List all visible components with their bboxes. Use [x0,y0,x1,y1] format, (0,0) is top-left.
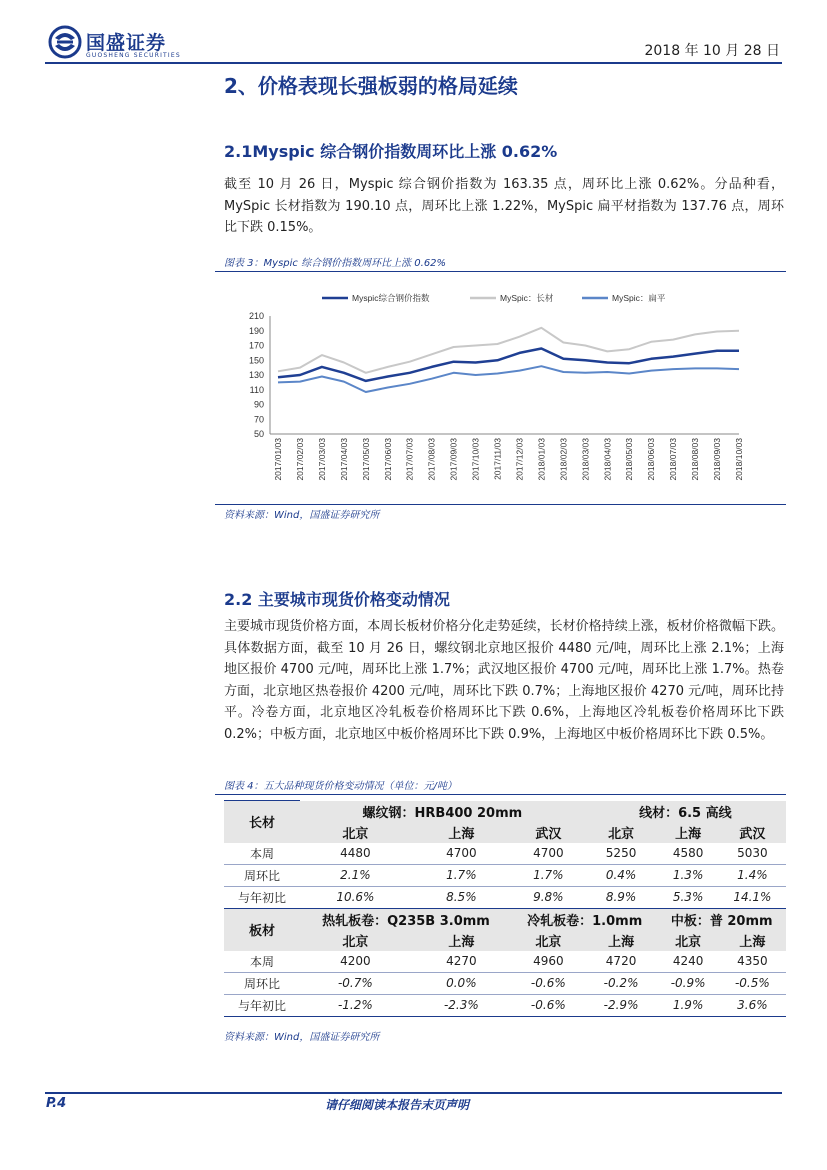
table-row [224,994,786,1016]
table-cell: -0.6% [512,994,585,1016]
brand-subtitle: GUOSHENG SECURITIES [86,52,181,59]
city-header: 北京 [342,826,369,842]
spot-price-table [224,800,786,1017]
y-tick-label: 130 [248,370,264,380]
x-tick-label: 2017/04/03 [338,438,349,481]
table-cell: 14.1% [719,886,786,908]
y-tick-label: 190 [248,325,264,336]
table-cell: 4480 [300,843,411,865]
group-header: 冷轧板卷：1.0mm [527,913,643,929]
y-tick-label: 150 [248,355,264,366]
table-cell: 1.7% [512,864,585,886]
city-header: 上海 [448,826,475,842]
x-tick-label: 2017/06/03 [382,438,393,481]
table-row [224,843,786,865]
x-tick-label: 2017/03/03 [316,438,327,481]
table-cell: -2.9% [585,994,658,1016]
header-divider [45,62,782,64]
table-cell: 9.8% [512,886,585,908]
y-tick-label: 210 [248,311,264,321]
row-label: 与年初比 [224,886,300,908]
y-tick-label: 170 [248,340,264,351]
x-tick-label: 2017/07/03 [404,438,415,481]
subsection-title-2-1: 2.1Myspic 综合钢价指数周环比上涨 0.62% [224,142,558,161]
legend-label: MySpic：扁平 [612,293,666,303]
y-tick-label: 90 [253,399,264,410]
table-cell: 3.6% [719,994,786,1016]
figure-caption: 图表 3：Myspic 综合钢价指数周环比上涨 0.62% [224,258,447,269]
x-tick-label: 2017/05/03 [360,438,371,481]
table-cell: -2.3% [411,994,512,1016]
series-line [278,328,739,373]
x-tick-label: 2018/01/03 [536,438,547,481]
city-header: 北京 [535,934,562,950]
city-header: 上海 [739,934,766,950]
series-line [278,366,739,392]
group-header: 螺纹钢：HRB400 20mm [362,805,523,821]
row-label: 与年初比 [224,994,300,1016]
city-header: 武汉 [535,826,562,842]
row-label: 本周 [224,843,300,865]
row-label: 周环比 [224,864,300,886]
x-tick-label: 2017/11/03 [492,438,503,480]
city-header: 北京 [608,826,635,842]
legend-label: Myspic综合钢价指数 [352,293,430,303]
table-row [224,972,786,994]
table-cell: -0.2% [585,972,658,994]
x-tick-label: 2017/01/03 [273,438,283,481]
table-cell: 4580 [657,843,718,865]
table-cell: -0.5% [719,972,786,994]
city-header: 北京 [342,934,369,950]
group-header: 热轧板卷：Q235B 3.0mm [322,913,490,929]
legend-label: MySpic：长材 [500,293,554,303]
section-title: 2、价格表现长强板弱的格局延续 [224,74,518,98]
x-tick-label: 2017/02/03 [294,438,305,481]
city-header: 北京 [675,934,702,950]
row-label: 周环比 [224,972,300,994]
paragraph-spot-prices: 主要城市现货价格方面，本周长板材价格分化走势延续，长材价格持续上涨，板材价格微幅下跌。具体数据方面，截至 10 月 26 日，螺纹钢北京地区报价 4480 元/吨，周环比上涨 2.1%；上海地区报价 4700 元/吨，周环比上涨 1.7%；武汉地区报价 4700 元/吨，周环比上涨 1.7%。热卷方面，北京地区热卷报价 4200 元/吨，周环比下跌 0.7%；上海地区报价 4270 元/吨，周环比持平。冷卷方面，北京地区冷轧板卷价格周环比下跌 0.6%，上海地区冷轧板卷价格周环比下跌 0.2%；中板方面，北京地区中板价格周环比下跌 0.9%，上海地区中板价格周环比下跌 0.5%。 [224,619,784,742]
x-tick-label: 2018/05/03 [624,438,635,481]
caption-rule-2 [215,794,786,795]
table-cell: 8.9% [585,886,658,908]
flat-label: 板材 [248,924,275,939]
brand-name: 国盛证券 [86,32,167,54]
footer-notice: 请仔细阅读本报告末页声明 [325,1098,470,1112]
x-tick-label: 2018/06/03 [646,438,657,481]
table-cell: 10.6% [300,886,411,908]
x-tick-label: 2018/09/03 [712,438,723,481]
table-cell: 1.4% [719,864,786,886]
table-caption: 图表 4：五大品种现货价格变动情况（单位：元/吨） [224,781,457,792]
city-header: 上海 [675,826,702,842]
y-tick-label: 70 [253,414,264,425]
table-cell: 4270 [411,951,512,973]
table-cell: 1.3% [657,864,718,886]
x-tick-label: 2018/02/03 [558,438,569,481]
table-cell: 4350 [719,951,786,973]
table-cell: 4200 [300,951,411,973]
page-number: P.4 [46,1096,67,1111]
table-cell: 1.9% [657,994,718,1016]
city-header: 上海 [448,934,475,950]
table-cell: -1.2% [300,994,411,1016]
caption-rule [215,271,786,272]
table-cell: 4240 [657,951,718,973]
y-tick-label: 50 [253,429,264,439]
subsection-title-2-2: 2.2 主要城市现货价格变动情况 [224,590,450,609]
x-tick-label: 2018/04/03 [602,438,613,481]
table-cell: -0.7% [300,972,411,994]
x-tick-label: 2017/10/03 [470,438,481,481]
table-cell: 5250 [585,843,658,865]
long-label: 长材 [224,801,300,843]
x-tick-label: 2017/12/03 [514,438,525,481]
table-cell: -0.9% [657,972,718,994]
table-cell: 1.7% [411,864,512,886]
table-cell: 4720 [585,951,658,973]
table-cell: 4700 [411,843,512,865]
figure-source: 资料来源：Wind，国盛证券研究所 [224,510,380,521]
city-header: 上海 [608,934,635,950]
table-cell: 8.5% [411,886,512,908]
source-rule [215,504,786,505]
x-tick-label: 2017/09/03 [448,438,459,481]
table-cell: 2.1% [300,864,411,886]
table-cell: 0.4% [585,864,658,886]
table-row [224,864,786,886]
table-cell: 0.0% [411,972,512,994]
x-tick-label: 2017/08/03 [426,438,437,481]
paragraph-index: 截至 10 月 26 日，Myspic 综合钢价指数为 163.35 点，周环比上涨 0.62%。分品种看，MySpic 长材指数为 190.10 点，周环比上涨 1.22%，MySpic 扁平材指数为 137.76 点，周环比下跌 0.15%。 [224,177,784,235]
x-tick-label: 2018/07/03 [668,438,679,481]
table-source: 资料来源：Wind，国盛证券研究所 [224,1032,380,1043]
x-tick-label: 2018/08/03 [690,437,701,481]
table-cell: 5.3% [657,886,718,908]
group-header: 中板：普 20mm [670,913,773,929]
table-row [224,951,786,973]
table-cell: 4700 [512,843,585,865]
y-tick-label: 110 [249,384,264,395]
table-cell: 4960 [512,951,585,973]
table-cell: -0.6% [512,972,585,994]
table-row [224,886,786,908]
footer-divider [45,1092,782,1094]
x-tick-label: 2018/10/03 [734,438,744,481]
table-cell: 5030 [719,843,786,865]
group-header: 线材：6.5 高线 [639,805,732,821]
city-header: 武汉 [739,826,766,842]
price-index-chart [224,282,764,504]
row-label: 本周 [224,951,300,973]
report-date: 2018 年 10 月 28 日 [644,43,780,59]
x-tick-label: 2018/03/03 [580,438,591,481]
